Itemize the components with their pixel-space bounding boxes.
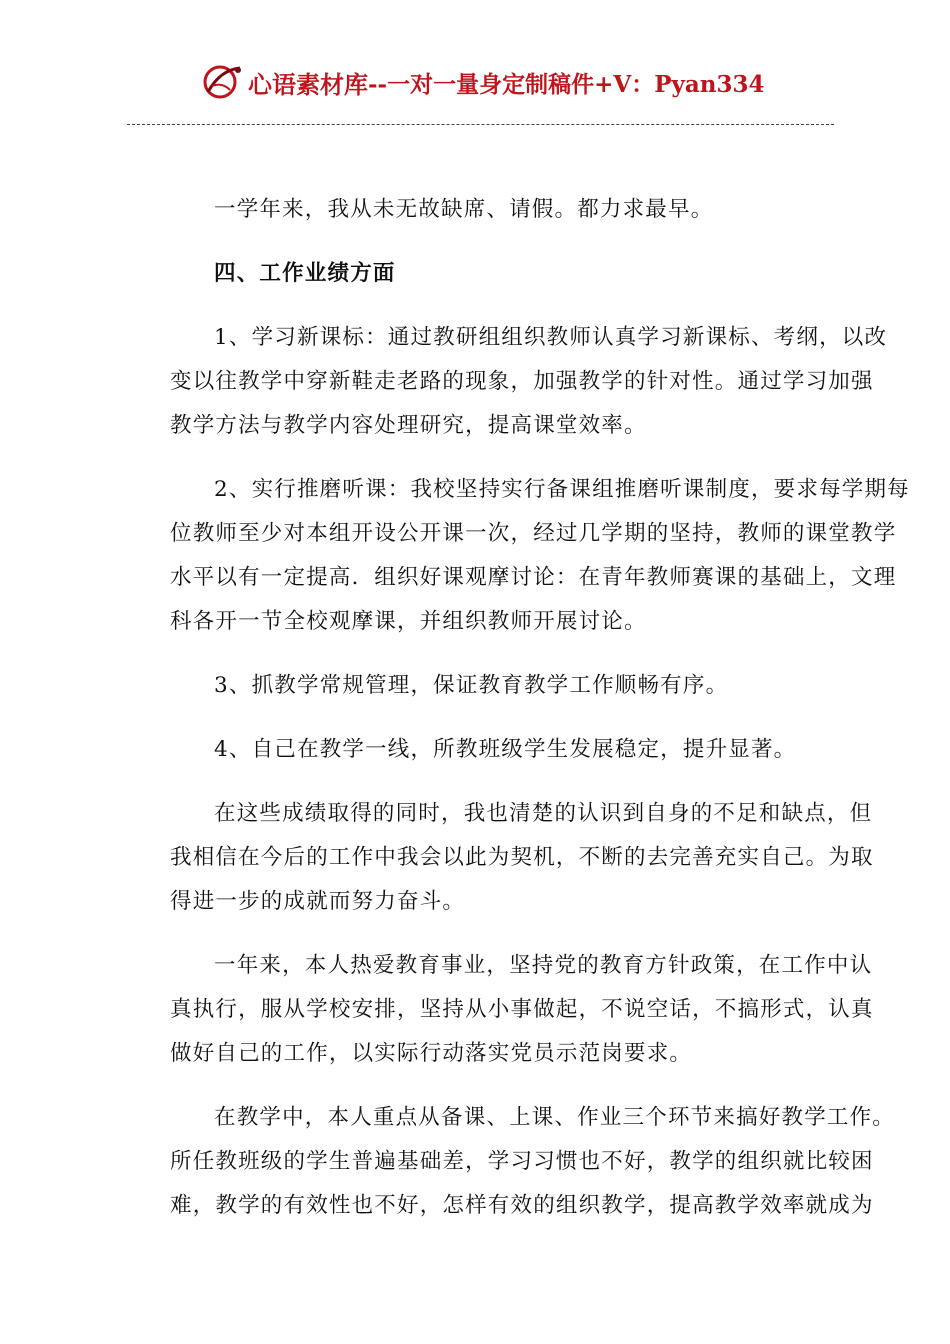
- paragraph: [127, 1096, 896, 1228]
- text-line: 位教师至少对本组开设公开课一次，经过几学期的坚持，教师的课堂教学: [170, 521, 897, 546]
- header-divider: [127, 124, 834, 125]
- text-line: 科各开一节全校观摩课，并组织教师开展讨论。: [170, 609, 647, 634]
- paragraph: [127, 316, 888, 448]
- paragraph: [127, 664, 837, 708]
- paragraph: [127, 188, 837, 232]
- text-line: 难，教学的有效性也不好，怎样有效的组织教学，提高教学效率就成为: [170, 1193, 874, 1218]
- text-line: 水平以有一定提高．组织好课观摩讨论：在青年教师赛课的基础上，文理: [170, 565, 897, 590]
- text-line: 一学年来，我从未无故缺席、请假。都力求最早。: [214, 197, 714, 222]
- page-header: [200, 60, 765, 104]
- document-body: [127, 188, 910, 1228]
- text-line: 真执行，服从学校安排，坚持从小事做起，不说空话，不搞形式，认真: [170, 997, 874, 1022]
- header-brand: 心语素材库: [248, 70, 368, 99]
- text-line: 一年来，本人热爱教育事业，坚持党的教育方针政策，在工作中认: [214, 953, 873, 978]
- text-line: 变以往教学中穿新鞋走老路的现象，加强教学的针对性。通过学习加强: [170, 369, 874, 394]
- paragraph: [127, 728, 837, 772]
- paragraph: [127, 944, 874, 1076]
- text-line: 在教学中，本人重点从备课、上课、作业三个环节来搞好教学工作。: [214, 1105, 896, 1130]
- text-line: 在这些成绩取得的同时，我也清楚的认识到自身的不足和缺点，但: [214, 801, 873, 826]
- text-line: 四、工作业绩方面: [214, 261, 396, 286]
- text-line: 做好自己的工作，以实际行动落实党员示范岗要求。: [170, 1041, 693, 1066]
- text-line: 3、抓教学常规管理，保证教育教学工作顺畅有序。: [214, 673, 729, 698]
- text-line: 4、自己在教学一线，所教班级学生发展稳定，提升显著。: [214, 737, 797, 762]
- text-line: 得进一步的成就而努力奋斗。: [170, 889, 466, 914]
- paragraph: [127, 468, 910, 644]
- text-line: 我相信在今后的工作中我会以此为契机，不断的去完善充实自己。为取: [170, 845, 874, 870]
- paragraph: [127, 792, 874, 924]
- section-heading: [127, 252, 837, 296]
- logo-icon: [200, 62, 246, 102]
- text-line: 2、实行推磨听课：我校坚持实行备课组推磨听课制度，要求每学期每: [214, 477, 910, 502]
- text-line: 1、学习新课标：通过教研组组织教师认真学习新课标、考纲，以改: [214, 325, 888, 350]
- header-tagline: --一对一量身定制稿件+V：Pyan334: [368, 70, 765, 98]
- text-line: 所任教班级的学生普遍基础差，学习习惯也不好，教学的组织就比较困: [170, 1149, 874, 1174]
- text-line: 教学方法与教学内容处理研究，提高课堂效率。: [170, 413, 647, 438]
